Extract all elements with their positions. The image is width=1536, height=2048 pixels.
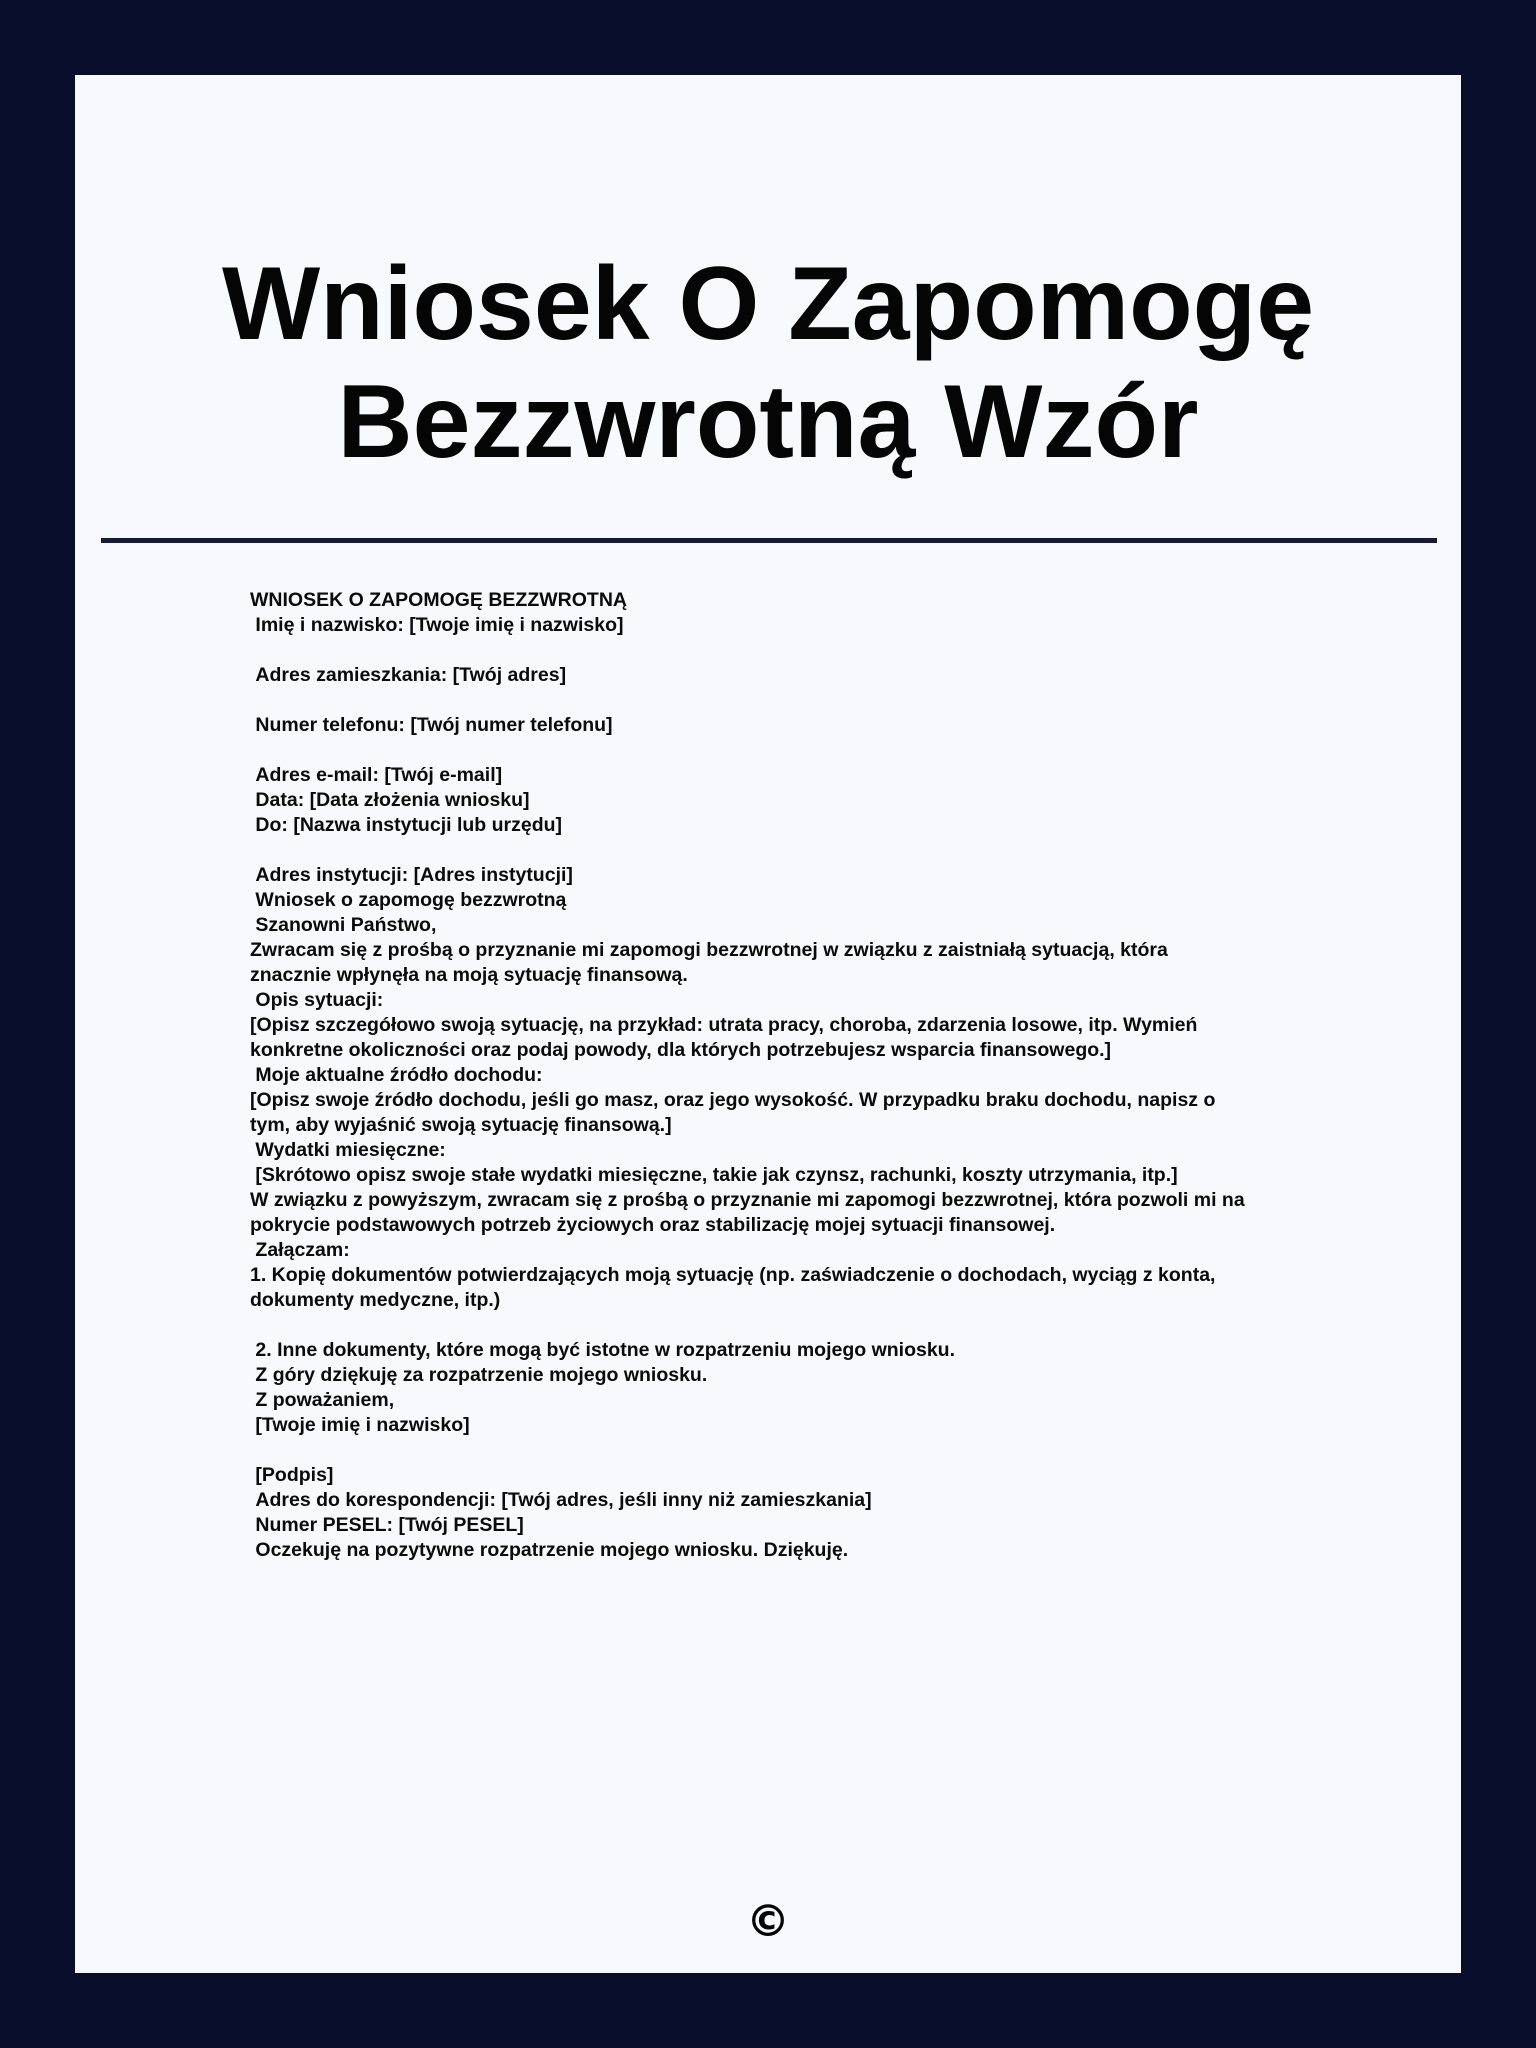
document-line: Szanowni Państwo,	[250, 914, 437, 936]
document-line	[250, 688, 1310, 713]
document-line: [Podpis]	[250, 1464, 334, 1486]
title-divider	[101, 538, 1437, 543]
document-line: W związku z powyższym, zwracam się z prośbą o przyznanie mi zapomogi bezzwrotnej, która pozwoli mi na	[250, 1189, 1245, 1211]
copyright-symbol: ©	[746, 1896, 790, 1947]
document-line: [Twoje imię i nazwisko]	[250, 1414, 470, 1436]
document-line: [Skrótowo opisz swoje stałe wydatki miesięczne, takie jak czynsz, rachunki, koszty utrzymania, itp.]	[250, 1164, 1178, 1186]
document-line: Wniosek o zapomogę bezzwrotną	[250, 889, 567, 911]
page-title-line-2: Bezzwrotną Wzór	[337, 364, 1199, 480]
document-line: znacznie wpłynęła na moją sytuację finansową.	[250, 964, 688, 986]
page-title-line-1: Wniosek O Zapomogę	[221, 246, 1315, 362]
document-line: Z poważaniem,	[250, 1389, 395, 1411]
document-line: Numer PESEL: [Twój PESEL]	[250, 1514, 524, 1536]
document-line: Imię i nazwisko: [Twoje imię i nazwisko]	[250, 614, 624, 636]
document-line: Moje aktualne źródło dochodu:	[250, 1064, 543, 1086]
document-line: Oczekuję na pozytywne rozpatrzenie mojego wniosku. Dziękuję.	[250, 1539, 849, 1561]
document-line: [Opisz szczegółowo swoją sytuację, na przykład: utrata pracy, choroba, zdarzenia losowe, itp. Wymień	[250, 1014, 1198, 1036]
document-line: dokumenty medyczne, itp.)	[250, 1289, 501, 1311]
document-line	[250, 638, 1310, 663]
document-line: Adres zamieszkania: [Twój adres]	[250, 664, 567, 686]
document-line: 2. Inne dokumenty, które mogą być istotne w rozpatrzeniu mojego wniosku.	[250, 1339, 955, 1361]
document-line: Numer telefonu: [Twój numer telefonu]	[250, 714, 613, 736]
document-line: Adres e-mail: [Twój e-mail]	[250, 764, 503, 786]
document-line: WNIOSEK O ZAPOMOGĘ BEZZWROTNĄ	[250, 589, 627, 611]
document-line: Adres instytucji: [Adres instytucji]	[250, 864, 573, 886]
document-body	[250, 588, 1310, 1563]
document-line: tym, aby wyjaśnić swoją sytuację finansową.]	[250, 1114, 672, 1136]
document-line: Data: [Data złożenia wniosku]	[250, 789, 530, 811]
document-line: 1. Kopię dokumentów potwierdzających moją sytuację (np. zaświadczenie o dochodach, wyciąg z konta,	[250, 1264, 1216, 1286]
document-line	[250, 1313, 1310, 1338]
document-line: pokrycie podstawowych potrzeb życiowych oraz stabilizację mojej sytuacji finansowej.	[250, 1214, 1056, 1236]
document-line: Z góry dziękuję za rozpatrzenie mojego wniosku.	[250, 1364, 708, 1386]
document-line: Załączam:	[250, 1239, 350, 1261]
document-line: Do: [Nazwa instytucji lub urzędu]	[250, 814, 563, 836]
page-title	[75, 245, 1461, 481]
document-line: [Opisz swoje źródło dochodu, jeśli go masz, oraz jego wysokość. W przypadku braku dochodu, napisz o	[250, 1089, 1216, 1111]
document-line	[250, 1438, 1310, 1463]
document-line: Adres do korespondencji: [Twój adres, jeśli inny niż zamieszkania]	[250, 1489, 872, 1511]
document-page	[75, 75, 1461, 1973]
document-line: Opis sytuacji:	[250, 989, 384, 1011]
document-line: konkretne okoliczności oraz podaj powody, dla których potrzebujesz wsparcia finansowego.]	[250, 1039, 1112, 1061]
document-line	[250, 838, 1310, 863]
document-line: Wydatki miesięczne:	[250, 1139, 446, 1161]
document-line	[250, 738, 1310, 763]
document-line: Zwracam się z prośbą o przyznanie mi zapomogi bezzwrotnej w związku z zaistniałą sytuacją, która	[250, 939, 1168, 961]
